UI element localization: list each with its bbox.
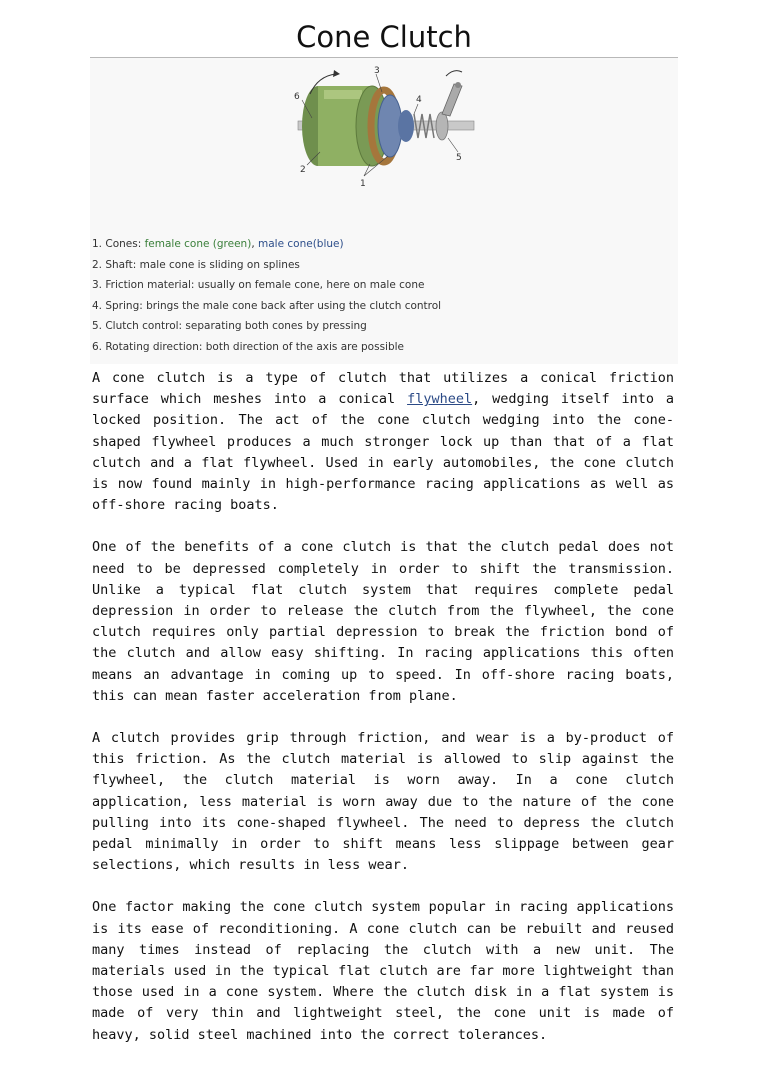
diagram-label: 3	[374, 66, 380, 76]
figure-panel	[90, 58, 678, 364]
paragraph: One factor making the cone clutch system popular in racing applications is its ease of reconditioning. A cone clutch can be rebuilt and reused many times instead of replacing the clutch with a new unit. The materials used in the typical flat clutch are far more lightweight than those used in a cone system. Where the clutch disk in a flat system is made of very thin and lightweight steel, the cone unit is made of heavy, solid steel machined into the correct tolerances.	[92, 899, 674, 1043]
paragraph: A clutch provides grip through friction, and wear is a by-product of this friction. As the clutch material is allowed to slip against the flywheel, the clutch material is worn away. In a cone clutch application, less material is worn away due to the nature of the cone pulling into its cone-shaped flywheel. The need to depress the clutch pedal minimally in order to shift means less slippage between gear selections, which results in less wear.	[92, 730, 674, 874]
female-cone-highlight	[324, 90, 362, 99]
article-body	[92, 368, 674, 1067]
diagram-label: 4	[416, 95, 422, 105]
clutch-control-lever	[442, 84, 462, 116]
diagram-label: 5	[456, 153, 462, 163]
diagram-label: 1	[360, 179, 366, 189]
diagram-label: 2	[300, 165, 306, 175]
leader-line	[448, 138, 458, 152]
legend-item: 3. Friction material: usually on female cone, here on male cone	[92, 279, 425, 291]
page-title: Cone Clutch	[296, 20, 472, 54]
legend-item: 5. Clutch control: separating both cones by pressing	[92, 320, 367, 332]
flywheel-link[interactable]: flywheel	[407, 391, 473, 408]
female-cone-label: female cone (green)	[144, 238, 252, 250]
leader-line	[414, 104, 418, 114]
cone-clutch-diagram	[290, 64, 490, 194]
rotation-arrow-head	[333, 70, 340, 77]
male-cone-hub	[398, 110, 414, 142]
legend-item: 1. Cones: female cone (green), male cone(blue)	[92, 238, 344, 250]
legend-item: 4. Spring: brings the male cone back after using the clutch control	[92, 299, 442, 312]
paragraph: One of the benefits of a cone clutch is that the clutch pedal does not need to be depressed completely in order to shift the transmission. Unlike a typical flat clutch system that requires complete pedal depression in order to release the clutch from the flywheel, the cone clutch requires only partial depression to break the friction bond of the clutch and allow easy shifting. In racing applications this often means an advantage in coming up to speed. In off-shore racing boats, this can mean faster acceleration from plane.	[92, 539, 674, 704]
diagram-label: 6	[294, 92, 300, 102]
lever-pivot	[455, 82, 461, 88]
legend-item: 6. Rotating direction: both direction of the axis are possible	[92, 340, 404, 353]
paragraph: A cone clutch is a type of clutch that utilizes a conical friction surface which meshes into a conical flywheel, wedging itself into a locked position. The act of the cone clutch wedging into the cone-shaped flywheel produces a much stronger lock up than that of a flat clutch and a flat flywheel. Used in early automobiles, the cone clutch is now found mainly in high-performance racing applications as well as off-shore racing boats.	[92, 370, 674, 514]
male-cone-label: male cone	[258, 238, 313, 250]
legend-item: 2. Shaft: male cone is sliding on splines	[92, 258, 300, 271]
figure-legend	[92, 234, 441, 357]
lever-arrow	[446, 71, 462, 76]
control-collar	[436, 112, 448, 140]
